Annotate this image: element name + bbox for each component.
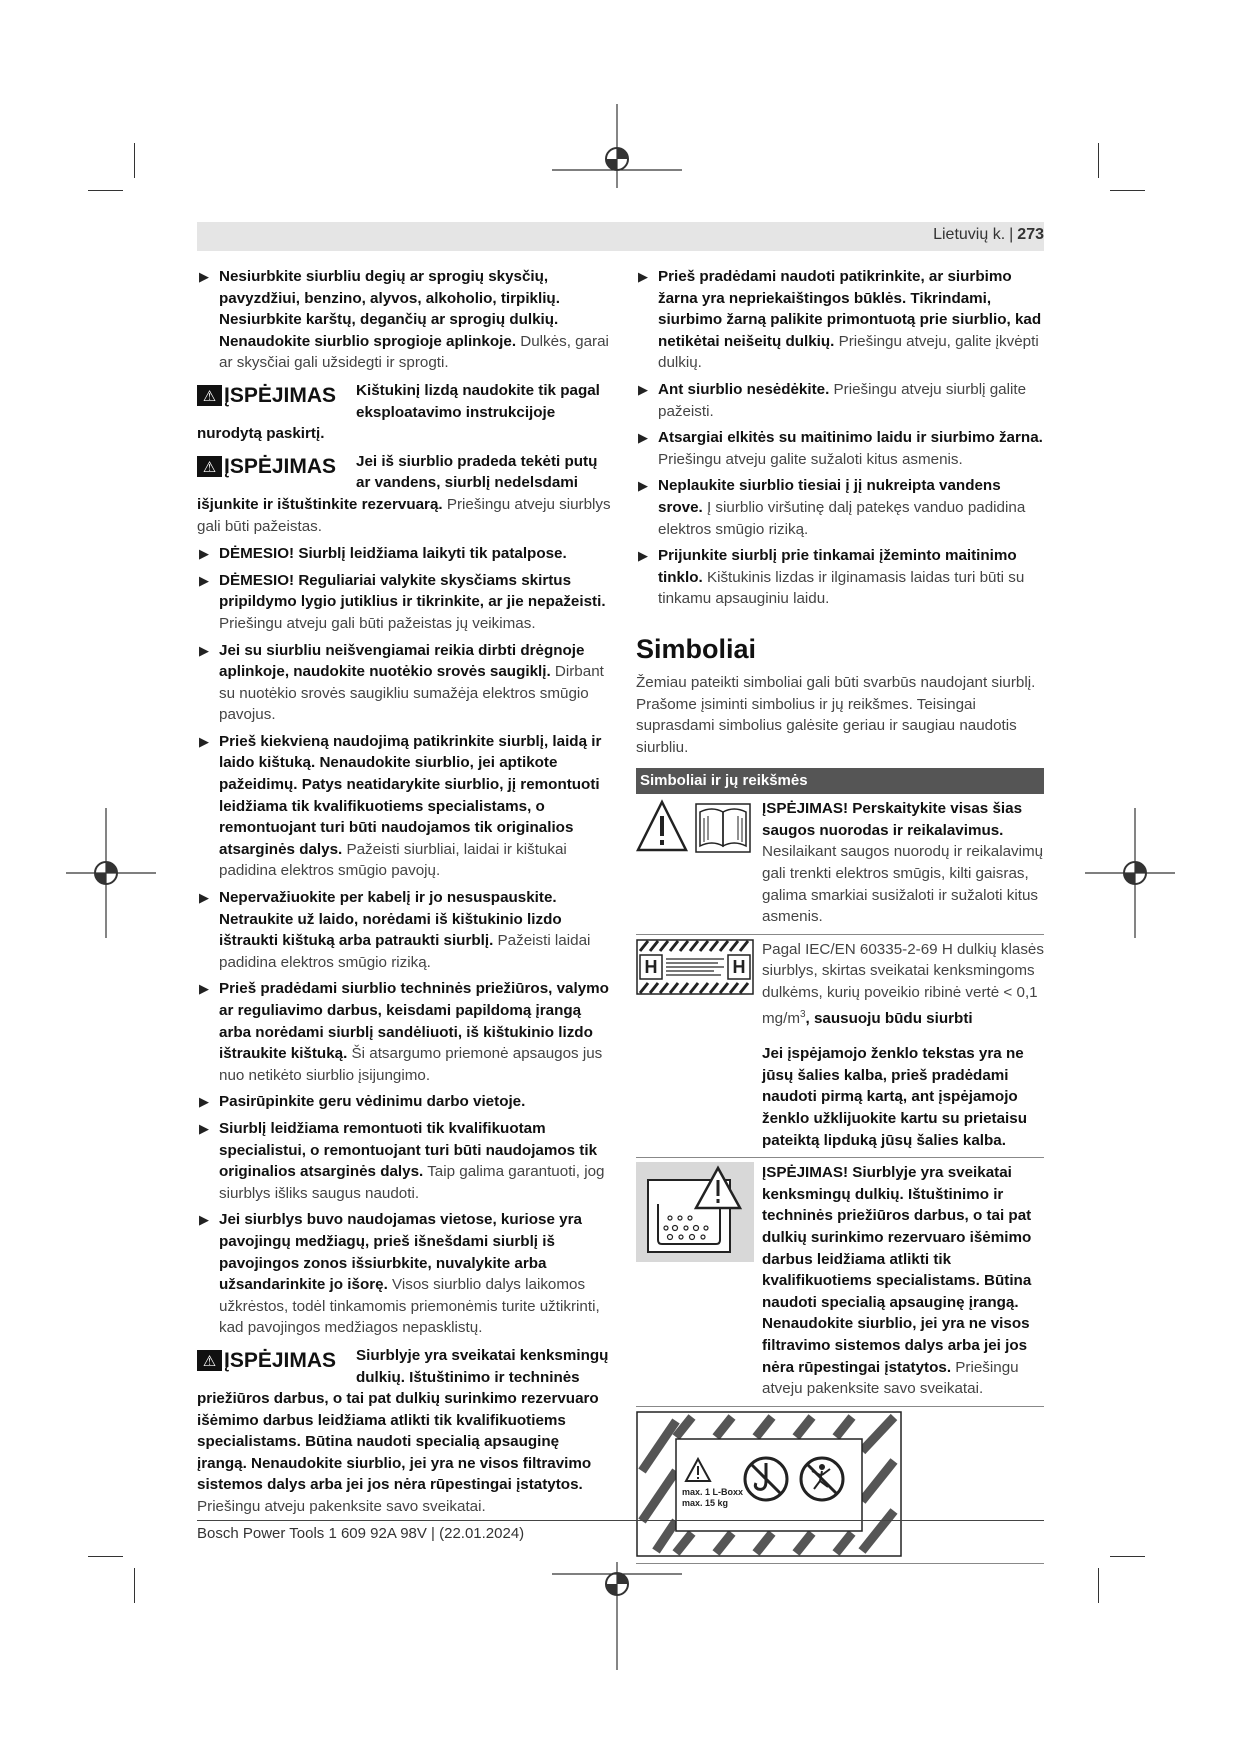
list-item [197,543,613,565]
warning-bold: Siurblyje yra sveikatai kenksmingų dulkių. Ištuštinimo ir techninės priežiūros darbus, o tai pat dulkių surinkimo rezervuaro išėmimo darbus leidžiama atlikti tik kvalifikuotiems specialistams. Būtina naudoti specialią apsauginę įrangą. Nenaudokite siurblio, jei yra ne visos filtravimo sistemos dalys arba jei jos nėra rūpestingai įstatytos. [197,1346,609,1494]
table-row [636,1407,1044,1564]
list-item [636,266,1044,374]
crop-mark [88,190,123,191]
item-normal: Pažeisti laidai padidina elektros smūgio riziką. [219,932,591,971]
item-normal: Priešingu atveju galite sužaloti kitus asmenis. [658,450,963,468]
dust-container-warning-icon [636,1162,754,1262]
bullet-arrow-icon: ▶ [199,572,209,588]
item-bold: Prijunkite siurblį prie tinkamai įžeminto maitinimo tinklo. [658,547,1017,586]
crop-mark [1110,190,1145,191]
bullet-arrow-icon: ▶ [638,381,648,397]
item-bold: Prieš pradėdami siurblio techninės priežiūros, valymo ar reguliavimo darbus, keisdami papildomą įrangą arba norėdami siurblį sandėliuoti, iš kištukinio lizdo ištraukite kištuką. [219,980,609,1063]
warning-bold: Jei iš siurblio pradeda tekėti putų ar vandens, siurblį nedelsdami išjunkite ir ištuštinkite rezervuarą. [197,452,598,513]
list-item [197,570,613,635]
bullet-arrow-icon: ▶ [638,269,648,284]
bullet-arrow-icon: ▶ [199,1094,209,1110]
svg-text:H: H [732,956,746,977]
symbol-cell [636,798,756,928]
item-normal: Ši atsargumo priemonė apsaugos jus nuo netikėto siurblio įsijungimo. [219,1045,603,1084]
warning-triangle-icon: ⚠ [197,456,222,477]
warning-label [197,451,350,485]
left-column [197,266,613,1524]
item-bold: Pasirūpinkite geru vėdinimu darbo vietoje. [219,1093,526,1111]
bullet-arrow-icon: ▶ [638,430,648,446]
item-normal: Dirbant su nuotėkio srovės saugikliu sumažėja elektros smūgio pavojus. [219,663,604,724]
bullet-arrow-icon: ▶ [199,890,209,906]
symbol-superscript: 3 [799,1008,806,1020]
table-row [636,935,1044,1035]
symbol-description [756,939,1044,1029]
symbols-table [636,768,1044,1564]
h-dust-class-label-icon [636,939,754,995]
list-item [636,427,1044,470]
registration-mark-bottom [552,1562,682,1682]
symbol-cell [636,1162,756,1400]
item-bold: Siurblį leidžiama remontuoti tik kvalifikuotam specialistui, o remontuojant turi būti naudojamos tik originalios atsarginės dalys. [219,1119,598,1181]
list-item [636,545,1044,610]
symbol-bold: Jei įspėjamojo ženklo tekstas yra ne jūsų šalies kalba, prieš pradėdami naudoti pirmą kartą, ant įspėjamojo ženklo užklijuokite kartu su prietaisu pateiktą lipduką jūsų šalies kalba. [762,1045,1028,1149]
table-header: Simboliai ir jų reikšmės [636,768,1044,794]
item-bold: DĖMESIO! Siurblį leidžiama laikyti tik patalpose. [219,545,567,563]
warning-label-text: ĮSPĖJIMAS [224,1349,337,1373]
item-bold: Atsargiai elkitės su maitinimo laidu ir siurbimo žarna. [658,429,1043,447]
crop-mark [1098,143,1099,178]
list-item [197,266,613,374]
symbol-normal: Pagal IEC/EN 60335-2-69 H dulkių klasės siurblys, skirtas sveikatai kenksmingoms dulkėms, kurių poveikio ribinė vertė < 0,1 mg/m [762,940,1044,1027]
item-bold: Prieš pradėdami naudoti patikrinkite, ar siurbimo žarna yra nepriekaištingos būklės. Tikrindami, siurbimo žarną palikite primontuotą prie siurblio, kad netikėtai neišeitų dulkių. [658,268,1042,350]
bullet-arrow-icon: ▶ [199,981,209,997]
warning-label [197,1345,350,1379]
item-bold: Prieš kiekvieną naudojimą patikrinkite siurblį, laidą ir laido kištuką. Nenaudokite siurblio, jei aptikote pažeidimų. Patys neatidarykite siurblio, jį remontuoti leidžiama tik kvalifikuotiems specialistams, o remontuojant turi būti naudojamos tik originalios atsarginės dalys. [219,732,602,858]
header-section: Lietuvių k. [933,226,1006,243]
warning-block [197,380,613,445]
warning-normal: Priešingu atveju pakenksite savo sveikatai. [197,1498,486,1516]
warning-label [197,380,350,414]
bullet-arrow-icon: ▶ [199,642,209,658]
list-item [197,640,613,726]
item-bold: Nesiurbkite siurbliu degių ar sprogių skysčių, pavyzdžiui, benzino, alyvos, alkoholio, tirpiklių. Nesiurbkite karštų, degančių ar sprogių dulkių. Nenaudokite siurblio sprogioje aplinkoje. [219,268,560,350]
list-item [197,1118,613,1204]
section-intro: Žemiau pateikti simboliai gali būti svarbūs naudojant siurblį. Prašome įsiminti simbolius ir jų reikšmes. Teisingai suprasdami simbolius galėsite geriau ir saugiau naudotis siurbliu. [636,673,1036,756]
item-normal: Į siurblio viršutinę dalį patekęs vanduo padidina elektros smūgio riziką. [658,498,1026,538]
transport-restriction-label [636,1411,902,1557]
item-normal: Dulkės, garai ar skysčiai gali užsidegti ir sprogti. [219,332,609,372]
symbol-bold: , sausuoju būdu siurbti [805,1009,973,1027]
item-bold: Nepervažiuokite per kabelį ir jo nesuspauskite. Netraukite už laido, norėdami iš kištukinio lizdo ištraukti kištuką arba patraukti siurblį. [219,889,562,950]
symbol-cell [636,939,756,1029]
list-item [636,475,1044,540]
bullet-arrow-icon: ▶ [199,1212,209,1228]
item-normal: Priešingu atveju siurblį galite pažeisti. [658,380,1027,420]
item-normal: Taip galima garantuoti, jog siurblys išliks saugus naudoti. [219,1163,605,1202]
item-normal: Pažeisti siurbliai, laidai ir kištukai padidina elektros smūgio pavojų. [219,840,567,880]
table-row [636,1035,1044,1158]
table-row [636,794,1044,935]
warning-label-text: ĮSPĖJIMAS [224,454,337,478]
symbol-description [756,1162,1044,1400]
item-normal: Priešingu atveju gali būti pažeistas jų veikimas. [219,614,536,632]
list-item [197,978,613,1086]
registration-mark-top [552,104,682,224]
list-item [197,887,613,973]
label-max-weight: max. 15 kg [682,1497,729,1508]
bullet-arrow-icon: ▶ [638,478,648,494]
symbol-bold: ĮSPĖJIMAS! Siurblyje yra sveikatai kenksmingų dulkių. Ištuštinimo ir techninės priežiūros darbus, o tai pat dulkių surinkimo rezervuaro išėmimo darbus leidžiama atlikti tik kvalifikuotiems specialistams. Būtina naudoti specialią apsauginę įrangą. Nenaudokite siurblio, jei yra ne visos filtravimo sistemos dalys arba jei jos nėra rūpestingai įstatytos. [762,1164,1032,1376]
bullet-arrow-icon: ▶ [199,269,209,284]
bullet-arrow-icon: ▶ [199,733,209,749]
item-bold: Jei su siurbliu neišvengiamai reikia dirbti drėgnoje aplinkoje, naudokite nuotėkio srovės saugiklį. [219,641,585,681]
right-column [636,266,1044,1564]
bullet-arrow-icon: ▶ [199,546,209,562]
list-item [197,1209,613,1339]
header-band [197,222,1044,251]
item-normal: Kištukinis lizdas ir ilginamasis laidas turi būti su tinkamu apsauginiu laidu. [658,568,1025,608]
list-item [636,379,1044,422]
bullet-arrow-icon: ▶ [199,1120,209,1136]
label-max-box: max. 1 L-Boxx [682,1486,744,1497]
registration-mark-left [66,808,156,938]
item-normal: Visos siurblio dalys laikomos užkrėstos, todėl tinkamomis priemonėmis turite užtikrinti, kad pavojingos medžiagos nepasklistų. [219,1276,600,1337]
warning-triangle-icon: ⚠ [197,1350,222,1371]
list-item [197,731,613,882]
page-footer: Bosch Power Tools 1 609 92A 98V | (22.01.2024) [197,1525,525,1542]
crop-mark [1110,1556,1145,1557]
symbol-normal: Priešingu atveju pakenksite savo sveikatai. [762,1358,1019,1398]
crop-mark [134,143,135,178]
warning-triangle-icon: ⚠ [197,385,222,406]
list-item [197,1091,613,1113]
open-book-icon [696,804,750,852]
crop-mark [88,1556,123,1557]
symbol-description [756,798,1044,928]
item-bold: Ant siurblio nesėdėkite. [658,380,830,398]
item-normal: Priešingu atveju, galite įkvėpti dulkių. [658,332,1039,372]
symbol-bold: ĮSPĖJIMAS! Perskaitykite visas šias saugos nuorodas ir reikalavimus. [762,800,1023,839]
footer-divider [197,1520,1044,1521]
page-header: Lietuvių k. | 273 [933,226,1044,243]
warning-block [197,451,613,537]
section-title: Simboliai [636,633,757,664]
crop-mark [134,1568,135,1603]
item-bold: Jei siurblys buvo naudojamas vietose, kuriose yra pavojingų medžiagų, prieš išnešdami siurblį iš pavojingos zonos išsiurbkite, nuvalykite arba užsandarinkite jo išorę. [219,1211,582,1294]
page-number: 273 [1017,226,1044,243]
warning-normal: Priešingu atveju siurblys gali būti pažeistas. [197,495,611,535]
item-bold: Neplaukite siurblio tiesiai į jį nukreipta vandens srove. [658,477,1001,516]
registration-mark-right [1085,808,1175,938]
warning-triangle-icon [638,802,686,850]
warning-bold: Kištukinį lizdą naudokite tik pagal eksploatavimo instrukcijoje nurodytą paskirtį. [197,381,600,443]
symbol-normal: Nesilaikant saugos nuorodų ir reikalavimų gali trenkti elektros smūgis, kilti gaisras, galima smarkiai susižaloti ir sužaloti kitus asmenis. [762,843,1044,926]
table-row [636,1158,1044,1407]
svg-text:H: H [644,956,658,977]
item-bold: DĖMESIO! Reguliariai valykite skysčiams skirtus pripildymo lygio jutiklius ir tikrinkite, ar jie nepažeisti. [219,571,606,611]
bullet-arrow-icon: ▶ [638,548,648,564]
warning-label-text: ĮSPĖJIMAS [224,384,337,408]
warning-block [197,1345,613,1518]
crop-mark [1098,1568,1099,1603]
